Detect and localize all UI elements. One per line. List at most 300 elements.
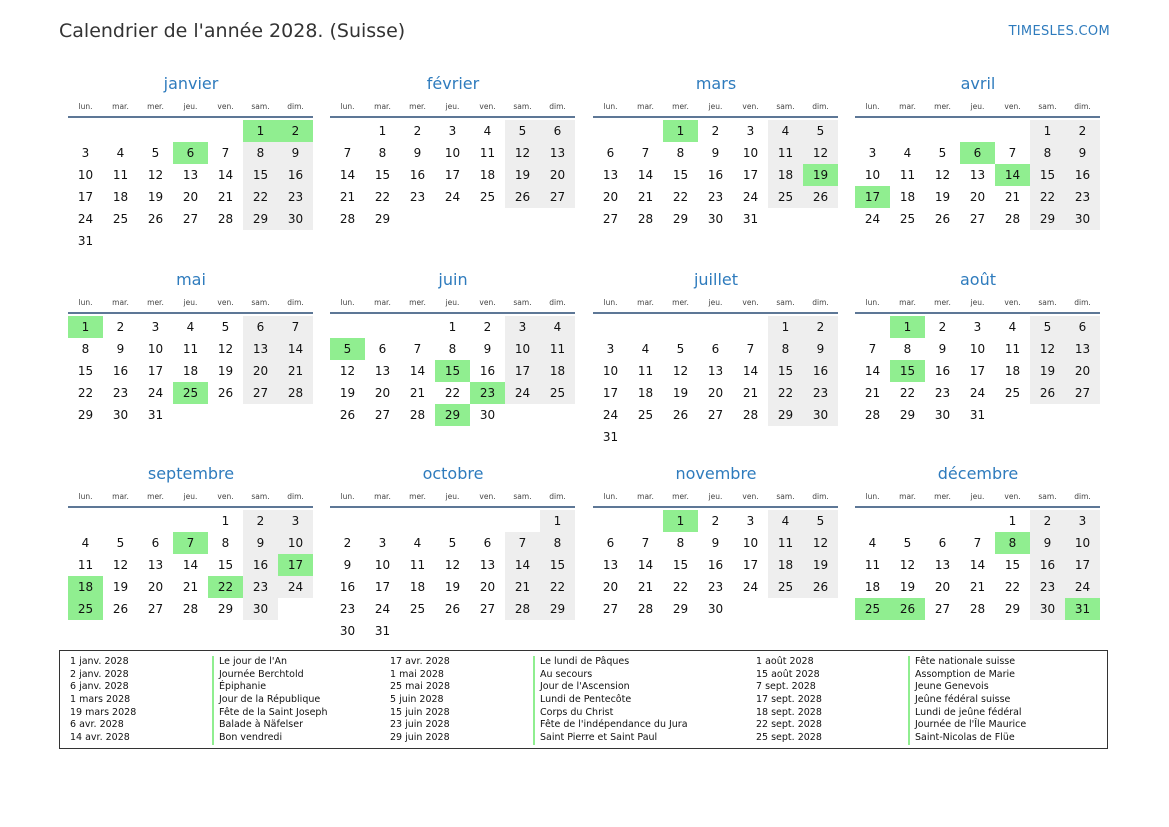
month-title: octobre (422, 464, 484, 483)
weekday-label: mer. (934, 297, 951, 307)
legend-holiday-name: Journée Berchtold (212, 669, 327, 682)
weekday-header (68, 489, 314, 503)
month-février (330, 74, 576, 230)
legend-date: 17 avr. 2028 (390, 656, 450, 667)
weekday-label: mar. (899, 491, 916, 501)
day-cell: 24 (505, 382, 540, 404)
month-title: août (959, 270, 996, 289)
day-cell: 21 (1004, 190, 1021, 204)
holiday-day-cell: 31 (1065, 598, 1100, 620)
day-cell: 7 (973, 536, 982, 550)
day-cell: 5 (938, 146, 947, 160)
legend-names-column (212, 656, 327, 745)
day-cell: 30 (1065, 208, 1100, 230)
day-cell: 24 (742, 190, 759, 204)
weekday-label: mer. (147, 101, 164, 111)
day-cell: 8 (448, 342, 457, 356)
day-cell: 18 (768, 164, 803, 186)
day-cell: 5 (505, 120, 540, 142)
day-cell: 21 (217, 190, 234, 204)
day-cell: 9 (711, 536, 720, 550)
day-cell: 23 (707, 190, 724, 204)
day-cell: 14 (409, 364, 426, 378)
weekday-header (330, 489, 576, 503)
day-cell: 19 (1030, 360, 1065, 382)
legend-holiday-name: Bon vendredi (212, 732, 327, 745)
day-cell: 28 (505, 598, 540, 620)
day-cell: 5 (803, 510, 838, 532)
legend-date: 23 juin 2028 (390, 719, 450, 731)
day-cell: 11 (112, 168, 129, 182)
header-divider (68, 506, 313, 508)
header-divider (330, 116, 575, 118)
day-cell: 19 (803, 554, 838, 576)
day-cell: 11 (182, 342, 199, 356)
day-cell: 25 (409, 602, 426, 616)
day-cell: 10 (278, 532, 313, 554)
day-cell: 28 (637, 212, 654, 226)
day-cell: 28 (409, 408, 426, 422)
empty-cell (173, 120, 208, 142)
legend-date: 2 janv. 2028 (70, 668, 129, 680)
holiday-day-cell: 1 (663, 120, 698, 142)
day-cell: 14 (182, 558, 199, 572)
day-cell: 25 (768, 186, 803, 208)
weekday-label: ven. (742, 297, 759, 307)
legend-holiday-name: Saint-Nicolas de Flüe (908, 732, 1026, 745)
day-cell: 3 (151, 320, 160, 334)
empty-cell (663, 316, 698, 338)
day-cell: 26 (147, 212, 164, 226)
day-cell: 28 (1004, 212, 1021, 226)
day-cell: 26 (339, 408, 356, 422)
day-cell: 17 (505, 360, 540, 382)
day-cell: 24 (864, 212, 881, 226)
day-cell: 23 (409, 190, 426, 204)
day-cell: 30 (112, 408, 129, 422)
legend-date: 1 janv. 2028 (70, 656, 129, 667)
day-cell: 2 (711, 124, 720, 138)
day-cell: 5 (116, 536, 125, 550)
weekday-label: lun. (603, 491, 618, 501)
day-cell: 24 (969, 386, 986, 400)
weekday-label: dim. (812, 297, 829, 307)
weekday-label: ven. (479, 297, 496, 307)
day-cell: 16 (1030, 554, 1065, 576)
weekday-label: jeu. (183, 297, 198, 307)
holiday-day-cell: 2 (278, 120, 313, 142)
holiday-day-cell: 1 (68, 316, 103, 338)
weekday-label: lun. (340, 491, 355, 501)
day-cell: 2 (803, 316, 838, 338)
day-cell: 20 (1065, 360, 1100, 382)
month-novembre (593, 464, 839, 620)
day-cell: 26 (505, 186, 540, 208)
weekday-label: jeu. (708, 491, 723, 501)
day-cell: 4 (868, 536, 877, 550)
day-cell: 31 (742, 212, 759, 226)
weekday-label: ven. (479, 101, 496, 111)
empty-cell (505, 510, 540, 532)
day-cell: 27 (969, 212, 986, 226)
brand-link[interactable]: TIMESLES.COM (1008, 24, 1110, 39)
day-cell: 22 (672, 190, 689, 204)
weekday-label: mar. (112, 297, 129, 307)
day-cell: 22 (1004, 580, 1021, 594)
day-cell: 8 (903, 342, 912, 356)
day-cell: 16 (479, 364, 496, 378)
month-title: janvier (163, 74, 219, 93)
weekday-label: jeu. (970, 297, 985, 307)
weekday-header (593, 99, 839, 113)
weekday-label: mar. (637, 101, 654, 111)
day-cell: 18 (637, 386, 654, 400)
day-cell: 28 (969, 602, 986, 616)
day-cell: 19 (934, 190, 951, 204)
day-cell: 27 (934, 602, 951, 616)
day-cell: 18 (182, 364, 199, 378)
day-cell: 13 (479, 558, 496, 572)
day-cell: 27 (602, 212, 619, 226)
day-cell: 26 (672, 408, 689, 422)
day-cell: 17 (374, 580, 391, 594)
day-cell: 13 (182, 168, 199, 182)
month-title: décembre (937, 464, 1019, 483)
weekday-header (68, 99, 314, 113)
day-cell: 25 (637, 408, 654, 422)
day-cell: 12 (803, 142, 838, 164)
page-title: Calendrier de l'année 2028. (Suisse) (59, 20, 406, 42)
day-cell: 16 (803, 360, 838, 382)
empty-cell (435, 510, 470, 532)
day-cell: 11 (637, 364, 654, 378)
day-cell: 18 (540, 360, 575, 382)
day-cell: 10 (1065, 532, 1100, 554)
day-grid (593, 120, 838, 230)
legend-holiday-name: Le jour de l'An (212, 656, 327, 669)
day-cell: 26 (803, 576, 838, 598)
day-cell: 4 (768, 510, 803, 532)
day-cell: 17 (969, 364, 986, 378)
day-cell: 8 (768, 338, 803, 360)
weekday-label: sam. (1038, 101, 1057, 111)
day-cell: 23 (1030, 576, 1065, 598)
day-cell: 6 (1065, 316, 1100, 338)
day-cell: 11 (409, 558, 426, 572)
day-grid (855, 510, 1100, 620)
day-cell: 22 (1030, 186, 1065, 208)
day-cell: 24 (77, 212, 94, 226)
day-cell: 21 (864, 386, 881, 400)
day-cell: 14 (505, 554, 540, 576)
weekday-label: ven. (479, 491, 496, 501)
empty-cell (138, 510, 173, 532)
header-divider (855, 506, 1100, 508)
day-cell: 12 (934, 168, 951, 182)
holiday-legend (59, 650, 1108, 749)
day-cell: 10 (444, 146, 461, 160)
day-cell: 12 (672, 364, 689, 378)
day-cell: 2 (413, 124, 422, 138)
legend-date: 1 mai 2028 (390, 668, 444, 680)
day-cell: 1 (221, 514, 230, 528)
day-cell: 20 (374, 386, 391, 400)
day-cell: 28 (637, 602, 654, 616)
weekday-label: mer. (934, 491, 951, 501)
legend-holiday-name: Lundi de Pentecôte (533, 694, 688, 707)
weekday-label: ven. (217, 101, 234, 111)
holiday-day-cell: 22 (208, 576, 243, 598)
header-divider (68, 116, 313, 118)
day-grid (855, 316, 1100, 426)
day-cell: 11 (899, 168, 916, 182)
day-cell: 18 (864, 580, 881, 594)
legend-date: 15 août 2028 (756, 668, 820, 680)
day-cell: 29 (77, 408, 94, 422)
day-cell: 19 (672, 386, 689, 400)
day-cell: 5 (803, 120, 838, 142)
day-grid (68, 120, 313, 252)
weekday-label: lun. (78, 297, 93, 307)
day-cell: 23 (339, 602, 356, 616)
day-cell: 4 (768, 120, 803, 142)
weekday-label: mer. (672, 297, 689, 307)
day-cell: 22 (768, 382, 803, 404)
weekday-label: lun. (603, 101, 618, 111)
day-cell: 12 (1030, 338, 1065, 360)
day-cell: 12 (803, 532, 838, 554)
month-juillet (593, 270, 839, 448)
day-cell: 10 (505, 338, 540, 360)
day-cell: 3 (378, 536, 387, 550)
day-cell: 10 (374, 558, 391, 572)
day-cell: 10 (969, 342, 986, 356)
day-cell: 20 (182, 190, 199, 204)
weekday-label: lun. (603, 297, 618, 307)
day-cell: 28 (742, 408, 759, 422)
weekday-label: lun. (865, 297, 880, 307)
day-grid (330, 316, 575, 426)
day-cell: 17 (742, 558, 759, 572)
day-cell: 4 (903, 146, 912, 160)
day-cell: 21 (637, 190, 654, 204)
day-cell: 10 (742, 146, 759, 160)
day-cell: 8 (1030, 142, 1065, 164)
day-grid (68, 316, 313, 426)
day-cell: 7 (221, 146, 230, 160)
empty-cell (330, 120, 365, 142)
day-cell: 16 (934, 364, 951, 378)
day-cell: 11 (77, 558, 94, 572)
legend-date: 15 juin 2028 (390, 706, 450, 718)
day-cell: 8 (243, 142, 278, 164)
day-cell: 1 (448, 320, 457, 334)
month-janvier (68, 74, 314, 252)
month-title: mai (176, 270, 206, 289)
day-cell: 10 (742, 536, 759, 550)
day-cell: 6 (938, 536, 947, 550)
legend-names-column (908, 656, 1026, 745)
legend-holiday-name: Journée de l'Île Maurice (908, 719, 1026, 732)
weekday-label: mer. (672, 101, 689, 111)
day-cell: 23 (243, 576, 278, 598)
day-cell: 19 (147, 190, 164, 204)
day-cell: 7 (343, 146, 352, 160)
weekday-label: dim. (812, 101, 829, 111)
empty-cell (103, 120, 138, 142)
day-cell: 3 (746, 124, 755, 138)
day-cell: 7 (868, 342, 877, 356)
day-cell: 6 (378, 342, 387, 356)
weekday-label: mer. (934, 101, 951, 111)
weekday-label: lun. (78, 491, 93, 501)
legend-holiday-name: Lundi de jeûne fédéral (908, 707, 1026, 720)
legend-holiday-name: Jour de l'Ascension (533, 681, 688, 694)
day-cell: 18 (479, 168, 496, 182)
day-cell: 5 (903, 536, 912, 550)
weekday-label: mar. (637, 491, 654, 501)
day-cell: 9 (243, 532, 278, 554)
day-cell: 19 (339, 386, 356, 400)
day-cell: 14 (637, 168, 654, 182)
legend-date: 1 août 2028 (756, 656, 814, 667)
empty-cell (960, 510, 995, 532)
month-mars (593, 74, 839, 230)
day-cell: 14 (742, 364, 759, 378)
day-cell: 22 (374, 190, 391, 204)
weekday-label: mar. (374, 297, 391, 307)
weekday-label: sam. (776, 491, 795, 501)
day-grid (593, 510, 838, 620)
empty-cell (593, 316, 628, 338)
month-décembre (855, 464, 1101, 620)
day-cell: 20 (243, 360, 278, 382)
weekday-label: sam. (513, 491, 532, 501)
day-cell: 25 (768, 576, 803, 598)
day-cell: 6 (243, 316, 278, 338)
day-cell: 13 (374, 364, 391, 378)
day-cell: 17 (1065, 554, 1100, 576)
weekday-label: mer. (147, 297, 164, 307)
day-cell: 9 (483, 342, 492, 356)
day-cell: 4 (81, 536, 90, 550)
weekday-label: sam. (513, 297, 532, 307)
weekday-label: mar. (374, 491, 391, 501)
day-cell: 8 (540, 532, 575, 554)
day-cell: 6 (606, 146, 615, 160)
day-cell: 27 (374, 408, 391, 422)
day-cell: 12 (444, 558, 461, 572)
weekday-label: dim. (549, 101, 566, 111)
legend-dates-column (390, 656, 450, 745)
empty-cell (330, 510, 365, 532)
holiday-day-cell: 25 (173, 382, 208, 404)
holiday-day-cell: 18 (68, 576, 103, 598)
day-cell: 7 (413, 342, 422, 356)
holiday-day-cell: 19 (803, 164, 838, 186)
legend-date: 22 sept. 2028 (756, 719, 822, 731)
day-cell: 10 (147, 342, 164, 356)
day-cell: 27 (1065, 382, 1100, 404)
day-cell: 27 (540, 186, 575, 208)
day-cell: 9 (278, 142, 313, 164)
day-cell: 2 (243, 510, 278, 532)
month-title: avril (960, 74, 996, 93)
day-cell: 25 (1004, 386, 1021, 400)
day-cell: 16 (1065, 164, 1100, 186)
day-cell: 20 (602, 580, 619, 594)
day-cell: 3 (505, 316, 540, 338)
day-cell: 7 (746, 342, 755, 356)
weekday-header (330, 99, 576, 113)
day-cell: 12 (147, 168, 164, 182)
month-title: septembre (147, 464, 235, 483)
empty-cell (890, 120, 925, 142)
holiday-day-cell: 29 (435, 404, 470, 426)
day-cell: 21 (505, 576, 540, 598)
day-cell: 21 (969, 580, 986, 594)
day-cell: 15 (217, 558, 234, 572)
day-cell: 3 (278, 510, 313, 532)
day-cell: 13 (147, 558, 164, 572)
day-cell: 8 (378, 146, 387, 160)
day-cell: 3 (606, 342, 615, 356)
empty-cell (855, 510, 890, 532)
day-cell: 6 (483, 536, 492, 550)
holiday-day-cell: 15 (435, 360, 470, 382)
day-cell: 17 (602, 386, 619, 400)
empty-cell (208, 120, 243, 142)
empty-cell (68, 510, 103, 532)
empty-cell (400, 510, 435, 532)
day-cell: 6 (151, 536, 160, 550)
legend-holiday-name: Jour de la République (212, 694, 327, 707)
day-cell: 31 (147, 408, 164, 422)
day-cell: 19 (217, 364, 234, 378)
weekday-header (593, 489, 839, 503)
day-cell: 3 (1065, 510, 1100, 532)
day-cell: 4 (1008, 320, 1017, 334)
day-cell: 13 (602, 558, 619, 572)
day-cell: 16 (112, 364, 129, 378)
day-cell: 25 (540, 382, 575, 404)
weekday-label: sam. (251, 101, 270, 111)
weekday-label: lun. (865, 101, 880, 111)
day-cell: 3 (448, 124, 457, 138)
month-title: juillet (693, 270, 739, 289)
holiday-day-cell: 15 (890, 360, 925, 382)
day-cell: 29 (672, 212, 689, 226)
empty-cell (365, 510, 400, 532)
weekday-label: sam. (513, 101, 532, 111)
day-cell: 28 (339, 212, 356, 226)
weekday-label: dim. (287, 101, 304, 111)
header-divider (330, 506, 575, 508)
weekday-label: lun. (340, 101, 355, 111)
day-cell: 26 (934, 212, 951, 226)
weekday-label: mer. (409, 101, 426, 111)
weekday-label: lun. (340, 297, 355, 307)
day-cell: 24 (742, 580, 759, 594)
day-cell: 4 (186, 320, 195, 334)
day-cell: 17 (742, 168, 759, 182)
day-cell: 1 (768, 316, 803, 338)
legend-holiday-name: Jeûne fédéral suisse (908, 694, 1026, 707)
legend-dates-column (70, 656, 136, 745)
day-cell: 2 (938, 320, 947, 334)
month-août (855, 270, 1101, 426)
day-cell: 27 (182, 212, 199, 226)
